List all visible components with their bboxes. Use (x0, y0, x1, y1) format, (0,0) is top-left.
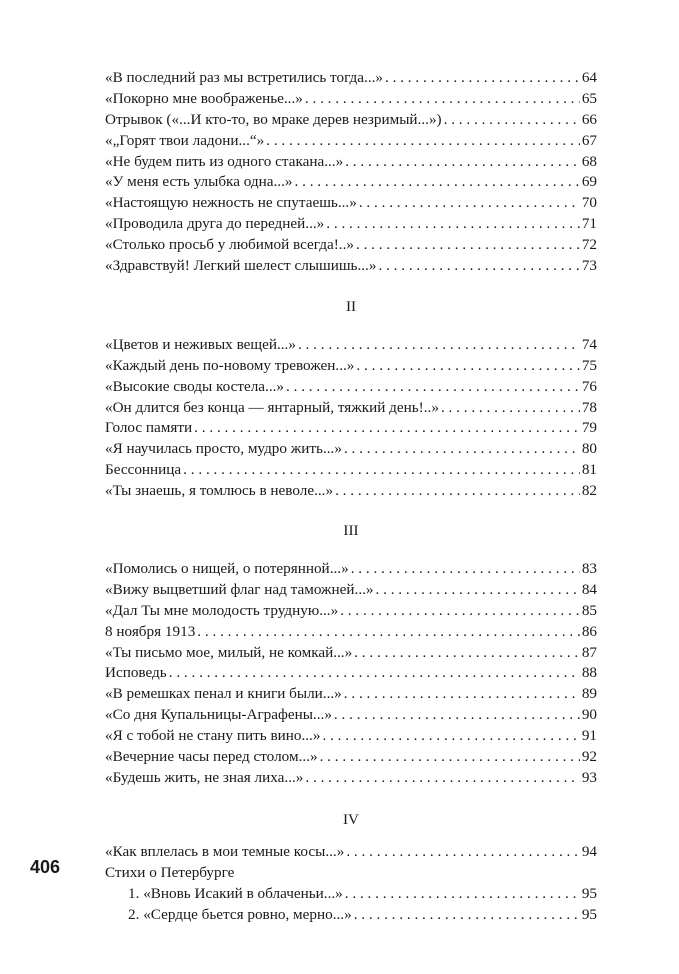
leader-dots (320, 747, 580, 768)
leader-dots (194, 418, 580, 439)
toc-entry (105, 193, 597, 214)
entry-title: «Столько просьб у любимой всегда!..» (105, 236, 354, 254)
entry-title: «Со дня Купальницы-Аграфены...» (105, 706, 332, 724)
entry-title: Отрывок («...И кто-то, во мраке дерев незримый...») (105, 110, 442, 128)
leader-dots (322, 726, 579, 747)
leader-dots (344, 439, 580, 460)
entry-title: Бессонница (105, 461, 182, 479)
toc-group-4 (105, 842, 597, 926)
toc-entry (105, 460, 597, 481)
leader-dots (286, 377, 580, 398)
entry-title: «Он длится без конца — янтарный, тяжкий день!..» (105, 398, 439, 416)
toc-entry (105, 89, 597, 110)
toc-entry (105, 418, 597, 439)
page-number: 406 (30, 857, 61, 877)
toc-group-3 (105, 559, 597, 789)
toc-entry (105, 377, 597, 398)
entry-title: «Помолись о нищей, о потерянной...» (105, 560, 349, 578)
leader-dots (326, 214, 580, 235)
toc-entry (105, 842, 597, 863)
entry-title: «Покорно мне воображенье...» (105, 89, 303, 107)
leader-dots (345, 884, 580, 905)
entry-page: 73 (581, 257, 597, 275)
leader-dots (441, 398, 580, 419)
entry-title: «Проводила друга до передней...» (105, 215, 325, 233)
entry-title: «Высокие своды костела...» (105, 377, 285, 395)
entry-page: 70 (581, 194, 597, 212)
entry-page: 69 (581, 173, 597, 191)
cycle-title: Стихи о Петербурге (105, 863, 235, 881)
entry-title: Исповедь (105, 664, 167, 682)
entry-title: «В последний раз мы встретились тогда...» (105, 69, 384, 86)
entry-page: 95 (581, 884, 597, 902)
entry-page: 76 (581, 377, 597, 395)
section-heading-iv: IV (342, 810, 360, 828)
entry-title: «Дал Ты мне молодость трудную...» (105, 601, 339, 619)
leader-dots (344, 684, 580, 705)
entry-title: «Ты знаешь, я томлюсь в неволе...» (105, 482, 334, 500)
entry-page: 85 (581, 601, 597, 619)
entry-page: 71 (581, 215, 597, 233)
entry-title: 2. «Сердце бьется ровно, мерно...» (128, 905, 352, 923)
entry-page: 95 (581, 905, 597, 923)
toc-group-2 (105, 335, 597, 502)
leader-dots (266, 131, 580, 152)
toc-entry (105, 335, 597, 356)
toc-entry (105, 398, 597, 419)
toc-entry (105, 131, 597, 152)
toc-entry (105, 256, 597, 277)
entry-title: «Здравствуй! Легкий шелест слышишь...» (105, 257, 377, 275)
toc-entry (105, 580, 597, 601)
entry-title: «Вечерние часы перед столом...» (105, 748, 318, 766)
toc-entry (105, 747, 597, 768)
entry-page: 81 (581, 461, 597, 479)
leader-dots (345, 152, 580, 173)
toc-subentry (105, 905, 597, 926)
leader-dots (351, 559, 580, 580)
toc-entry (105, 684, 597, 705)
leader-dots (334, 705, 580, 726)
entry-page: 64 (581, 69, 597, 86)
toc-entry (105, 622, 597, 643)
toc-entry (105, 481, 597, 502)
toc-entry (105, 643, 597, 664)
toc-entry (105, 439, 597, 460)
entry-page: 82 (581, 482, 597, 500)
toc-entry (105, 601, 597, 622)
toc-entry (105, 214, 597, 235)
leader-dots (354, 643, 580, 664)
entry-page: 65 (581, 89, 597, 107)
entry-title: 8 ноября 1913 (105, 622, 196, 640)
leader-dots (169, 663, 580, 684)
entry-page: 86 (581, 622, 597, 640)
toc-entry (105, 768, 597, 789)
entry-page: 68 (581, 152, 597, 170)
entry-page: 92 (581, 748, 597, 766)
entry-title: «Настоящую нежность не спутаешь...» (105, 194, 357, 212)
leader-dots (197, 622, 580, 643)
toc-entry (105, 172, 597, 193)
entry-page: 72 (581, 236, 597, 254)
toc-entry (105, 559, 597, 580)
entry-page: 88 (581, 664, 597, 682)
entry-page: 83 (581, 560, 597, 578)
entry-title: «Не будем пить из одного стакана...» (105, 152, 344, 170)
entry-title: «„Горят твои ладони...“» (105, 131, 265, 149)
toc-entry (105, 152, 597, 173)
leader-dots (305, 89, 580, 110)
entry-page: 89 (581, 685, 597, 703)
leader-dots (359, 193, 580, 214)
entry-title: «Каждый день по-новому тревожен...» (105, 356, 355, 374)
leader-dots (378, 256, 579, 277)
leader-dots (295, 172, 580, 193)
toc-entry (105, 235, 597, 256)
entry-page: 90 (581, 706, 597, 724)
entry-title: «Ты письмо мое, милый, не комкай...» (105, 643, 353, 661)
section-heading-ii: II (345, 297, 357, 315)
toc-entry (105, 110, 597, 131)
leader-dots (385, 68, 580, 89)
entry-page: 75 (581, 356, 597, 374)
section-heading-iii: III (343, 522, 359, 540)
entry-title: «Я научилась просто, мудро жить...» (105, 440, 342, 458)
toc-entry (105, 356, 597, 377)
entry-title: «В ремешках пенал и книги были...» (105, 685, 342, 703)
entry-page: 94 (581, 842, 597, 860)
entry-page: 87 (581, 643, 597, 661)
entry-page: 84 (581, 580, 597, 598)
leader-dots (183, 460, 580, 481)
entry-page: 74 (581, 335, 597, 353)
entry-page: 80 (581, 440, 597, 458)
entry-page: 66 (581, 110, 597, 128)
entry-page: 67 (581, 131, 597, 149)
toc-entry (105, 726, 597, 747)
entry-title: «Цветов и неживых вещей...» (105, 335, 296, 353)
toc-group-1 (105, 68, 597, 277)
leader-dots (356, 356, 579, 377)
toc-entry (105, 663, 597, 684)
entry-title: «Я с тобой не стану пить вино...» (105, 727, 321, 745)
leader-dots (298, 335, 580, 356)
leader-dots (376, 580, 580, 601)
table-of-contents (105, 68, 597, 925)
entry-page: 93 (581, 768, 597, 786)
toc-entry (105, 68, 597, 89)
toc-subentry (105, 884, 597, 905)
leader-dots (346, 842, 580, 863)
entry-page: 79 (581, 419, 597, 437)
leader-dots (354, 905, 580, 926)
leader-dots (444, 110, 580, 131)
leader-dots (340, 601, 580, 622)
entry-title: «У меня есть улыбка одна...» (105, 173, 293, 191)
toc-entry (105, 705, 597, 726)
entry-title: 1. «Вновь Исакий в облаченьи...» (128, 884, 343, 902)
entry-title: Голос памяти (105, 419, 193, 437)
leader-dots (356, 235, 580, 256)
entry-page: 78 (581, 398, 597, 416)
entry-title: «Как вплелась в мои темные косы...» (105, 842, 345, 860)
leader-dots (305, 768, 579, 789)
entry-page: 91 (581, 727, 597, 745)
leader-dots (335, 481, 580, 502)
entry-title: «Будешь жить, не зная лиха...» (105, 768, 304, 786)
entry-title: «Вижу выцветший флаг над таможней...» (105, 580, 374, 598)
